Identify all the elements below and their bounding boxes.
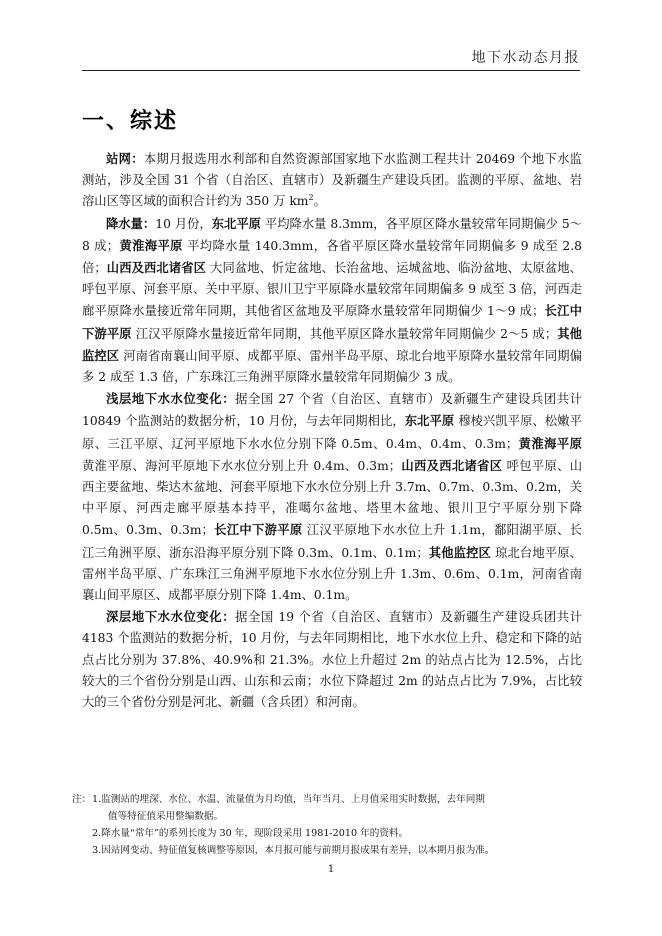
station-network-text: 本期月报选用水利部和自然资源部国家地下水监测工程共计 20469 个地下水监测站，涉及全国 31 个省（自治区、直辖市）及新疆生产建设兵团。监测的平原、盆地、岩溶山区等区域的面积合计约为 350 万 km [82, 152, 582, 209]
note-1-line-1: 1.监测站的埋深、水位、水温、流量值为月均值，当年当月、上月值采用实时数据，去年同期 [92, 794, 485, 805]
region-northeast-plain: 东北平原 [211, 215, 261, 231]
shallow-text-3: 黄淮平原、海河平原地下水水位分别上升 0.4m、0.3m； [82, 458, 402, 473]
shallow-region-northeast-plain: 东北平原 [404, 413, 455, 429]
precip-text-1: 10 月份， [155, 216, 212, 231]
paragraph-deep-groundwater [82, 606, 582, 713]
label-precipitation: 降水量： [106, 215, 156, 231]
paragraph-station-network [82, 148, 582, 213]
precip-text-4: 大同盆地、忻定盆地、长治盆地、运城盆地、临汾盆地、太原盆地、呼包平原、河套平原、关中平原、银川卫宁平原降水量较常年同期偏多 9 成至 3 倍，河西走廊平原降水量接近常年同期，其他省区盆地及平原降水量较常年同期偏少 1～9 成； [82, 261, 582, 319]
header-divider [82, 70, 580, 71]
region-shanxi-northwest: 山西及西北诸省区 [106, 260, 207, 276]
shallow-text-5: 江汉平原地下水水位上升 1.1m，鄱阳湖平原、长江三角洲平原、浙东沿海平原分别下降 0.3m、0.1m、0.1m； [82, 523, 582, 560]
region-yangtze-plain: 长江中下游平原 [82, 303, 582, 341]
precip-text-6: 河南省南襄山间平原、成都平原、雷州半岛平原、琼北台地平原降水量较常年同期偏多 2 成至 1.3 倍，广东珠江三角洲平原降水量较常年同期偏少 3 成。 [82, 348, 582, 385]
label-deep-groundwater: 深层地下水水位变化： [106, 609, 236, 625]
section-title: 一、综述 [82, 108, 179, 134]
paragraph-precipitation [82, 213, 582, 389]
shallow-text-1: 据全国 27 个省（自治区、直辖市）及新疆生产建设兵团共计 10849 个监测站的数据分析，10 月份，与去年同期相比， [82, 392, 582, 429]
note-2: 2.降水量“常年”的系列长度为 30 年，现阶段采用 1981-2010 年的资料。 [92, 828, 409, 839]
shallow-text-4: 呼包平原、山西主要盆地、柴达木盆地、河套平原地下水水位分别上升 3.7m、0.7m、0.3m、0.2m，关中平原、河西走廊平原基本持平，准噶尔盆地、塔里木盆地、银川卫宁平原分别下降 0.5m、0.3m、0.3m； [82, 458, 582, 538]
shallow-text-6: 琼北台地平原、雷州半岛平原、广东珠江三角洲平原地下水水位分别上升 1.3m、0.6m、0.1m，河南省南襄山间平原区、成都平原分别下降 1.4m、0.1m。 [82, 545, 582, 603]
header-title: 地下水动态月报 [471, 50, 580, 66]
area-unit-superscript: 2 [308, 193, 314, 203]
deep-groundwater-text: 据全国 19 个省（自治区、直辖市）及新疆生产建设兵团共计 4183 个监测站的数据分析，10 月份，与去年同期相比，地下水水位上升、稳定和下降的站点占比分别为 37.8%、40.9%和 21.3%。水位上升超过 2m 的站点占比为 12.5%，占比较大的三个省份分别是山西、山东和云南；水位下降超过 2m 的站点占比为 7.9%，占比较大的三个省份分别是河北、新疆（含兵团）和河南。 [82, 610, 582, 710]
paragraph-shallow-groundwater [82, 388, 582, 606]
precip-text-5: 江汉平原降水量接近常年同期，其他平原区降水量较常年同期偏少 2～5 成； [131, 326, 558, 341]
region-huanghuaihai-plain: 黄淮海平原 [119, 237, 183, 253]
shallow-region-shanxi-northwest: 山西及西北诸省区 [401, 457, 503, 473]
precip-text-2: 平均降水量 8.3mm，各平原区降水量较常年同期偏少 5～8 成； [82, 216, 582, 253]
notes-prefix: 注： [72, 794, 92, 805]
report-body [82, 148, 582, 713]
region-other-monitoring: 其他监控区 [82, 325, 582, 363]
shallow-text-2: 穆棱兴凯平原、松嫩平原、三江平原、辽河平原地下水水位分别下降 0.5m、0.4m、0.4m、0.3m； [82, 414, 582, 451]
shallow-region-yangtze-plain: 长江中下游平原 [213, 522, 303, 538]
note-1-continuation: 值等特征值采用整编数据。 [108, 811, 224, 822]
note-1 [72, 791, 592, 808]
label-shallow-groundwater: 浅层地下水水位变化： [106, 391, 236, 407]
footnotes [72, 791, 592, 859]
shallow-region-other-monitoring: 其他监控区 [428, 544, 491, 560]
page-number: 1 [327, 864, 335, 875]
label-station-network: 站网： [106, 151, 144, 166]
note-3: 3.因站网变动、特征值复核调整等原因，本月报可能与前期月报成果有差异，以本期月报为准。 [92, 845, 495, 856]
precip-text-3: 平均降水量 140.3mm，各省平原区降水量较常年同期偏多 9 成至 2.8 倍； [82, 238, 582, 276]
shallow-region-huanghuaihai-plain: 黄淮海平原 [518, 435, 582, 451]
station-network-end: 。 [313, 194, 326, 209]
